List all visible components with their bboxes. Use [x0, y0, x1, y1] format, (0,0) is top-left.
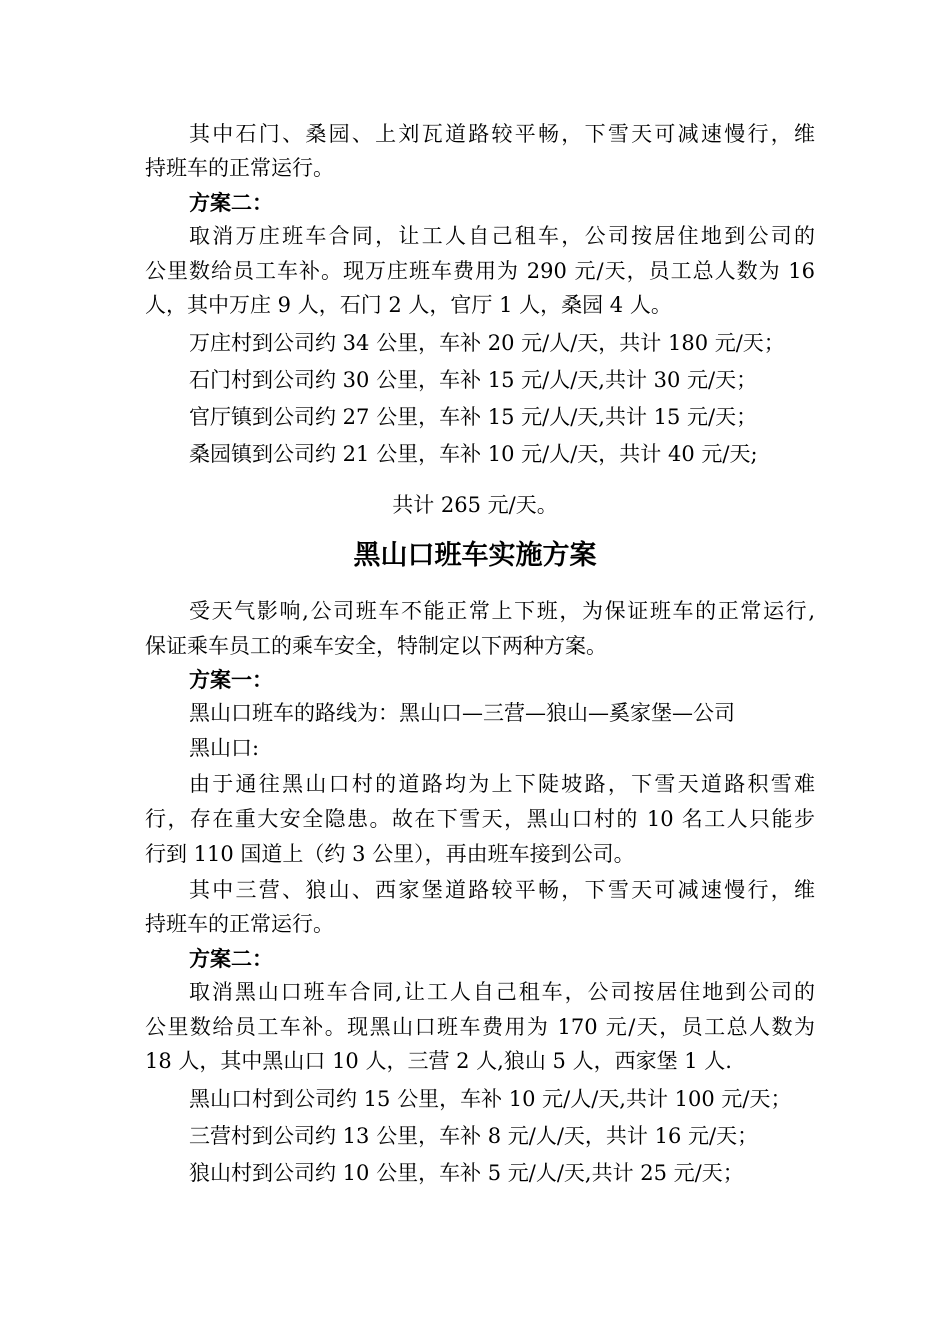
subsidy-item: 石门村到公司约 30 公里，车补 15 元/人/天,共计 30 元/天； [189, 368, 758, 392]
plan-two-heading: 方案二： [189, 946, 273, 971]
subsidy-item: 黑山口村到公司约 15 公里，车补 10 元/人/天,共计 100 元/天； [189, 1087, 792, 1111]
subsidy-item: 桑园镇到公司约 21 公里，车补 10 元/人/天，共计 40 元/天; [189, 442, 758, 466]
paragraph-line: 18 人，其中黑山口 10 人，三营 2 人,狼山 5 人，西家堡 1 人. [145, 1049, 732, 1073]
place-label: 黑山口: [189, 736, 260, 760]
paragraph-line: 公里数给员工车补。现万庄班车费用为 290 元/天，员工总人数为 16 [145, 259, 815, 283]
paragraph-line: 受天气影响,公司班车不能正常上下班，为保证班车的正常运行, [189, 599, 815, 623]
paragraph-line: 公里数给员工车补。现黑山口班车费用为 170 元/天，员工总人数为 [145, 1015, 815, 1039]
subsidy-item: 官厅镇到公司约 27 公里，车补 15 元/人/天,共计 15 元/天； [189, 405, 758, 429]
paragraph-line: 取消黑山口班车合同,让工人自己租车，公司按居住地到公司的 [189, 980, 815, 1004]
paragraph-line: 其中石门、桑园、上刘瓦道路较平畅，下雪天可减速慢行，维 [189, 122, 815, 146]
paragraph-line: 由于通往黑山口村的道路均为上下陡坡路，下雪天道路积雪难 [189, 772, 815, 796]
paragraph-line: 取消万庄班车合同，让工人自己租车，公司按居住地到公司的 [189, 224, 815, 248]
subsidy-item: 三营村到公司约 13 公里，车补 8 元/人/天，共计 16 元/天； [189, 1124, 759, 1148]
paragraph-line: 持班车的正常运行。 [145, 156, 334, 180]
paragraph-line: 行，存在重大安全隐患。故在下雪天，黑山口村的 10 名工人只能步 [145, 807, 815, 831]
paragraph-line: 行到 110 国道上（约 3 公里），再由班车接到公司。 [145, 842, 635, 866]
paragraph-line: 持班车的正常运行。 [145, 912, 334, 936]
subsidy-item: 万庄村到公司约 34 公里，车补 20 元/人/天，共计 180 元/天； [189, 331, 785, 355]
paragraph-line: 其中三营、狼山、西家堡道路较平畅，下雪天可减速慢行，维 [189, 878, 815, 902]
paragraph-line: 保证乘车员工的乘车安全，特制定以下两种方案。 [145, 634, 607, 658]
route-line: 黑山口班车的路线为：黑山口—三营—狼山—奚家堡—公司 [189, 701, 735, 725]
plan-two-heading: 方案二： [189, 190, 273, 215]
subsidy-item: 狼山村到公司约 10 公里，车补 5 元/人/天,共计 25 元/天； [189, 1161, 744, 1185]
total-line: 共计 265 元/天。 [392, 493, 558, 517]
plan-one-heading: 方案一： [189, 667, 273, 692]
paragraph-line: 人，其中万庄 9 人，石门 2 人，官厅 1 人，桑园 4 人。 [145, 293, 672, 317]
section-title: 黑山口班车实施方案 [353, 540, 597, 571]
